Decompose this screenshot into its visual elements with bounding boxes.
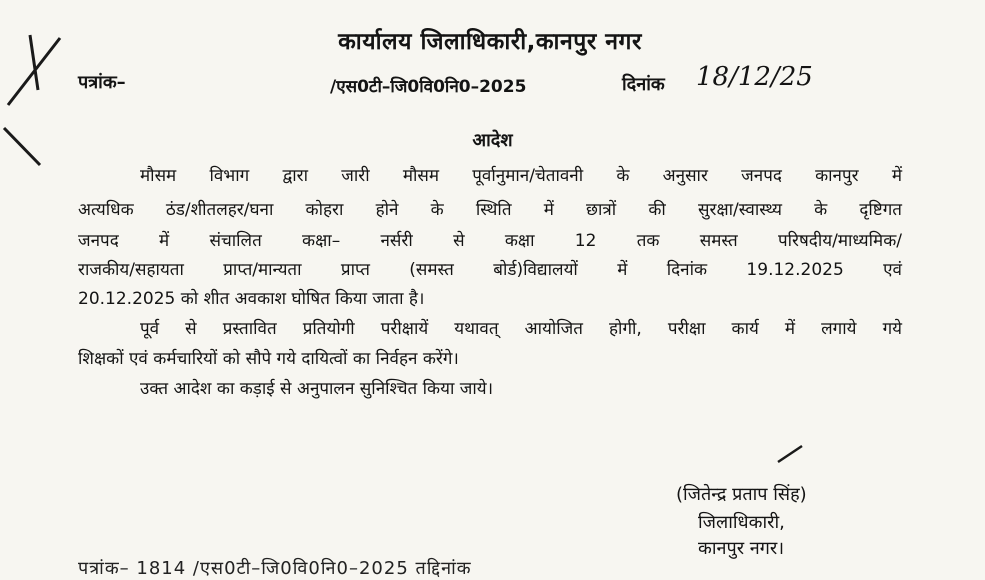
signatory-designation: जिलाधिकारी, (698, 512, 785, 533)
reference-label: पत्रांक– (78, 72, 126, 93)
signature-stroke (778, 446, 802, 462)
date-label: दिनांक (622, 74, 665, 95)
handwritten-date: 18/12/25 (696, 62, 813, 92)
reference-number: /एस0टी–जि0वि0नि0–2025 (330, 77, 527, 97)
order-heading: आदेश (472, 130, 513, 151)
order-line: शिक्षकों एवं कर्मचारियों को सौपे गये दायित्वों का निर्वहन करेंगे। (78, 349, 459, 369)
order-line: जनपद में संचालित कक्षा– नर्सरी से कक्षा 12 तक समस्त परिषदीय/माध्यमिक/ (78, 231, 902, 251)
order-line: राजकीय/सहायता प्राप्त/मान्यता प्राप्त (समस्त बोर्ड)विद्यालयों में दिनांक 19.12.2025 एवं (78, 260, 902, 280)
order-line: 20.12.2025 को शीत अवकाश घोषित किया जाता है। (78, 289, 425, 309)
office-title: कार्यालय जिलाधिकारी,कानपुर नगर (338, 29, 642, 55)
order-line: अत्यधिक ठंड/शीतलहर/घना कोहरा होने के स्थिति में छात्रों की सुरक्षा/स्वास्थ्य के दृष्टिगत (78, 200, 902, 220)
order-line: उक्त आदेश का कड़ाई से अनुपालन सुनिश्चित किया जाये। (140, 379, 494, 399)
order-line: पूर्व से प्रस्तावित प्रतियोगी परीक्षायें यथावत् आयोजित होगी, परीक्षा कार्य में लगाये गये (140, 319, 902, 339)
signatory-name: (जितेन्द्र प्रताप सिंह) (676, 484, 807, 505)
footer-reference-line: पत्रांक– 1814 /एस0टी–जि0वि0नि0–2025 तद्दिनांक (78, 558, 472, 579)
order-line: मौसम विभाग द्वारा जारी मौसम पूर्वानुमान/चेतावनी के अनुसार जनपद कानपुर में (140, 166, 902, 186)
signatory-place: कानपुर नगर। (698, 538, 785, 559)
